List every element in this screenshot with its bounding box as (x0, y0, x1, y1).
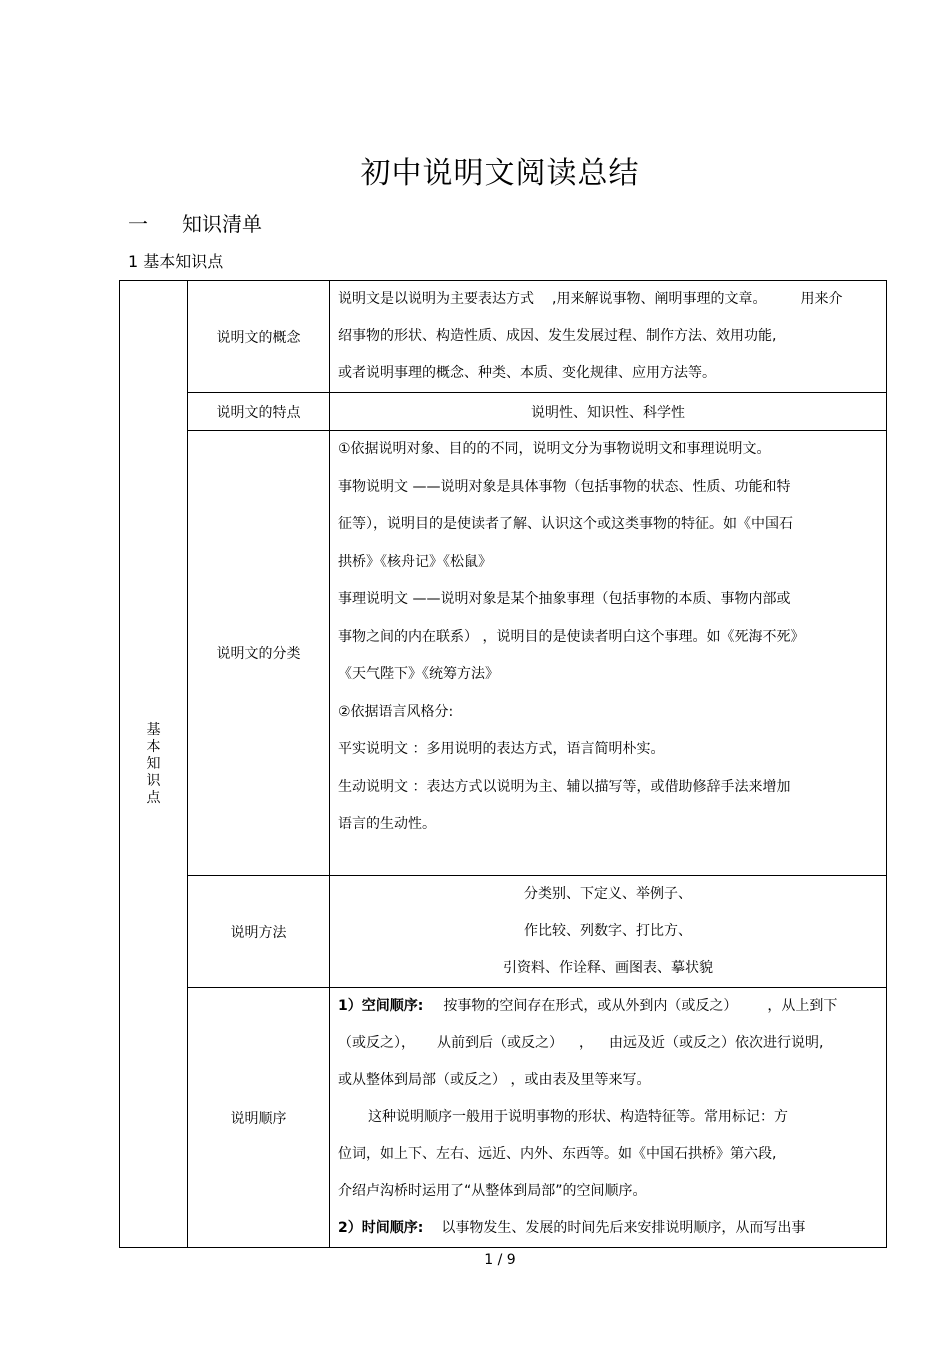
table-row (120, 431, 887, 876)
table-row (120, 393, 887, 431)
row-label-concept: 说明文的概念 (188, 281, 330, 393)
row-label-method: 说明方法 (188, 876, 330, 988)
row-label-classify: 说明文的分类 (188, 431, 330, 876)
method-content: 分类别、下定义、举例子、 作比较、列数字、打比方、 引资料、作诠释、画图表、摹状貌 (330, 876, 887, 988)
concept-content: 说明文是以说明为主要表达方式 ,用来解说事物、阐明事理的文章。 用来介 绍事物的形状、构造性质、成因、发生发展过程、制作方法、效用功能, 或者说明事理的概念、种类、本质、变化规律、应用方法等。 (330, 281, 887, 393)
side-label-cell (120, 281, 188, 1248)
knowledge-table (119, 280, 887, 1248)
table-row (120, 876, 887, 988)
order-content: 1）空间顺序: 按事物的空间存在形式，或从外到内（或反之） ，从上到下 （或反之）， 从前到后（或反之） ， 由远及近（或反之）依次进行说明, 或从整体到局部（或反之） ，或由表及里等来写。 这种说明顺序一般用于说明事物的形状、构造特征等。常用标记：方 位词，如上下、左右、远近、内外、东西等。如《中国石拱桥》第六段, 介绍卢沟桥时运用了“从整体到局部”的空间顺序。 2）时间顺序: 以事物发生、发展的时间先后来安排说明顺序，从而写出事 (330, 988, 887, 1248)
table-row (120, 988, 887, 1248)
subsection-heading: 1 基本知识点 (128, 252, 224, 271)
feature-content: 说明性、知识性、科学性 (330, 393, 887, 431)
page-number: 1 / 9 (484, 1252, 516, 1268)
document-title: 初中说明文阅读总结 (360, 156, 640, 191)
section-label: 知识清单 (182, 212, 262, 236)
table-row (120, 281, 887, 393)
section-heading (128, 208, 262, 237)
row-label-feature: 说明文的特点 (188, 393, 330, 431)
row-label-order: 说明顺序 (188, 988, 330, 1248)
section-number: 一 (128, 212, 148, 236)
classify-content: ①依据说明对象、目的的不同，说明文分为事物说明文和事理说明文。 事物说明文 ——说明对象是具体事物（包括事物的状态、性质、功能和特 征等），说明目的是使读者了解、认识这个或这类事物的特征。如《中国石 拱桥》《核舟记》《松鼠》 事理说明文 ——说明对象是某个抽象事理（包括事物的本质、事物内部或 事物之间的内在联系） ，说明目的是使读者明白这个事理。如《死海不死》 《天气陛下》《统筹方法》 ②依据语言风格分: 平实说明文 ：多用说明的表达方式，语言简明朴实。 生动说明文 ：表达方式以说明为主、辅以描写等，或借助修辞手法来增加 语言的生动性。 (330, 431, 887, 876)
side-label: 基 本 知 识 点 (146, 721, 161, 806)
